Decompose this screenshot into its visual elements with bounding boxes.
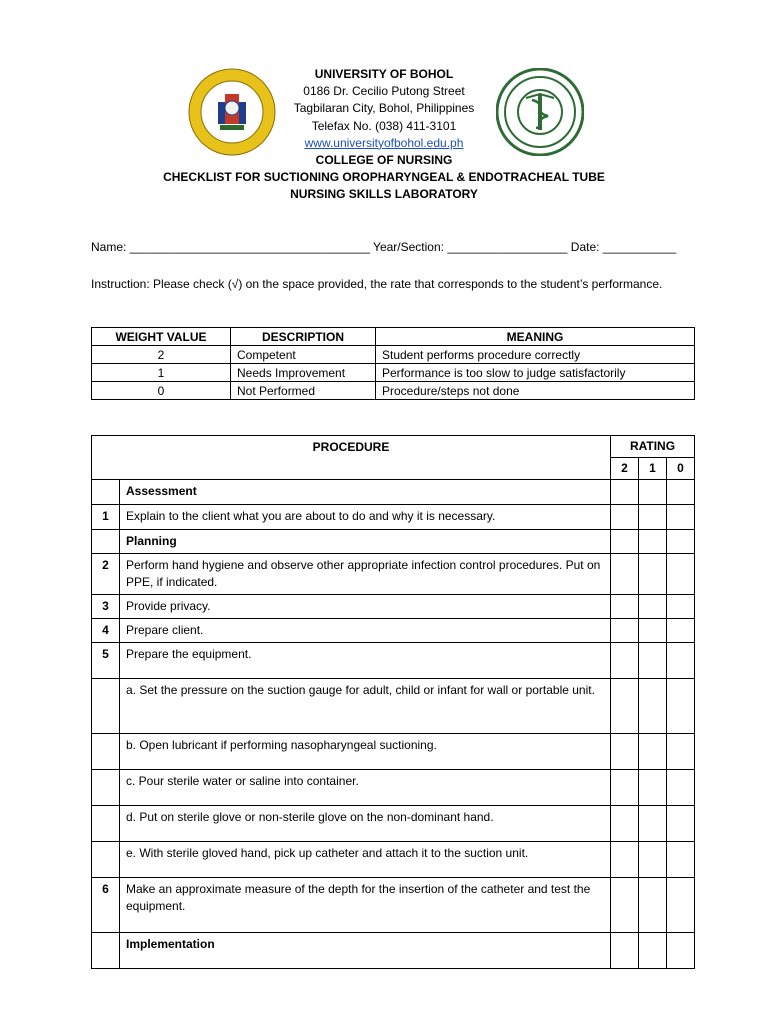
- table-row: [92, 554, 695, 595]
- step-number: 4: [92, 619, 120, 643]
- step-text: Provide privacy.: [120, 595, 611, 619]
- step-number: 5: [92, 643, 120, 679]
- rating-0: 0: [667, 458, 695, 480]
- step-text: Prepare client.: [120, 619, 611, 643]
- table-row: [92, 842, 695, 878]
- step-text: c. Pour sterile water or saline into container.: [120, 770, 611, 806]
- rating-box-1[interactable]: [639, 595, 667, 619]
- checklist-title: CHECKLIST FOR SUCTIONING OROPHARYNGEAL & ENDOTRACHEAL TUBE: [163, 170, 605, 185]
- step-text: b. Open lubricant if performing nasopharyngeal suctioning.: [120, 734, 611, 770]
- section-planning: Planning: [120, 530, 611, 554]
- rating-box-0[interactable]: [667, 643, 695, 679]
- step-number: 2: [92, 554, 120, 595]
- rating-2: 2: [611, 458, 639, 480]
- rating-box-2[interactable]: [611, 554, 639, 595]
- rating-box-1[interactable]: [639, 734, 667, 770]
- rating-box-0[interactable]: [667, 842, 695, 878]
- weight-cell: 1: [92, 364, 231, 382]
- table-row: [92, 679, 695, 734]
- step-text: d. Put on sterile glove or non-sterile glove on the non-dominant hand.: [120, 806, 611, 842]
- rating-box-2[interactable]: [611, 619, 639, 643]
- weight-value-table: [91, 327, 695, 400]
- table-row: [92, 595, 695, 619]
- number-cell: [92, 770, 120, 806]
- address-line-1: 0186 Dr. Cecilio Putong Street: [303, 84, 465, 99]
- step-text: Perform hand hygiene and observe other appropriate infection control procedures. Put on PPE, if indicated.: [120, 554, 611, 595]
- table-row: [92, 734, 695, 770]
- rating-box-0[interactable]: [667, 554, 695, 595]
- rating-box-0[interactable]: [667, 530, 695, 554]
- rating-box-2[interactable]: [611, 734, 639, 770]
- table-row: [92, 346, 695, 364]
- meaning-cell: Student performs procedure correctly: [376, 346, 695, 364]
- section-implementation: Implementation: [120, 933, 611, 969]
- rating-box-1[interactable]: [639, 530, 667, 554]
- meaning-cell: Procedure/steps not done: [376, 382, 695, 400]
- rating-box-2[interactable]: [611, 770, 639, 806]
- rating-box-2[interactable]: [611, 878, 639, 933]
- weight-table-header: [92, 328, 695, 346]
- number-cell: [92, 530, 120, 554]
- rating-box-2[interactable]: [611, 842, 639, 878]
- table-row: [92, 505, 695, 530]
- rating-box-1[interactable]: [639, 679, 667, 734]
- section-row: [92, 530, 695, 554]
- rating-box-2[interactable]: [611, 530, 639, 554]
- number-cell: [92, 679, 120, 734]
- table-row: [92, 643, 695, 679]
- rating-box-2[interactable]: [611, 806, 639, 842]
- rating-box-0[interactable]: [667, 878, 695, 933]
- number-cell: [92, 734, 120, 770]
- rating-box-0[interactable]: [667, 734, 695, 770]
- rating-box-1[interactable]: [639, 770, 667, 806]
- header-meaning: MEANING: [376, 328, 695, 346]
- document-header: [163, 66, 605, 204]
- table-row: [92, 619, 695, 643]
- section-row: [92, 933, 695, 969]
- college-name: COLLEGE OF NURSING: [315, 153, 453, 168]
- rating-box-1[interactable]: [639, 643, 667, 679]
- step-text: e. With sterile gloved hand, pick up catheter and attach it to the suction unit.: [120, 842, 611, 878]
- weight-cell: 0: [92, 382, 231, 400]
- rating-box-1[interactable]: [639, 554, 667, 595]
- student-info-line[interactable]: Name: ____________________________________ Year/Section: __________________ Date: ___________: [91, 240, 677, 254]
- rating-box-1[interactable]: [639, 933, 667, 969]
- procedure-header: PROCEDURE: [92, 436, 611, 480]
- header-weight-value: WEIGHT VALUE: [92, 328, 231, 346]
- table-row: [92, 382, 695, 400]
- section-assessment: Assessment: [120, 480, 611, 505]
- rating-box-1[interactable]: [639, 505, 667, 530]
- university-name: UNIVERSITY OF BOHOL: [314, 67, 454, 81]
- table-row: [92, 878, 695, 933]
- table-row: [92, 806, 695, 842]
- rating-box-1[interactable]: [639, 842, 667, 878]
- rating-box-1[interactable]: [639, 619, 667, 643]
- description-cell: Competent: [231, 346, 376, 364]
- description-cell: Needs Improvement: [231, 364, 376, 382]
- lab-name: NURSING SKILLS LABORATORY: [290, 187, 478, 202]
- rating-box-0[interactable]: [667, 933, 695, 969]
- step-text: Explain to the client what you are about to do and why it is necessary.: [120, 505, 611, 530]
- rating-box-1[interactable]: [639, 480, 667, 505]
- rating-box-2[interactable]: [611, 480, 639, 505]
- section-row: [92, 480, 695, 505]
- rating-box-0[interactable]: [667, 770, 695, 806]
- meaning-cell: Performance is too slow to judge satisfactorily: [376, 364, 695, 382]
- rating-box-0[interactable]: [667, 806, 695, 842]
- step-text: Make an approximate measure of the depth for the insertion of the catheter and test the equipment.: [120, 878, 611, 933]
- table-row: [92, 364, 695, 382]
- number-cell: [92, 842, 120, 878]
- rating-box-0[interactable]: [667, 480, 695, 505]
- rating-box-2[interactable]: [611, 643, 639, 679]
- rating-box-2[interactable]: [611, 595, 639, 619]
- address-line-2: Tagbilaran City, Bohol, Philippines: [293, 101, 475, 116]
- number-cell: [92, 933, 120, 969]
- rating-box-0[interactable]: [667, 595, 695, 619]
- telefax: Telefax No. (038) 411-3101: [311, 118, 457, 133]
- rating-box-2[interactable]: [611, 933, 639, 969]
- rating-box-0[interactable]: [667, 619, 695, 643]
- rating-box-1[interactable]: [639, 878, 667, 933]
- rating-box-0[interactable]: [667, 505, 695, 530]
- rating-box-2[interactable]: [611, 679, 639, 734]
- instruction-text: Instruction: Please check (√) on the space provided, the rate that corresponds to the student’s performance.: [91, 277, 663, 291]
- description-cell: Not Performed: [231, 382, 376, 400]
- rating-header: RATING: [611, 436, 695, 458]
- step-number: 6: [92, 878, 120, 933]
- procedure-header-row: [92, 436, 695, 458]
- step-number: 3: [92, 595, 120, 619]
- weight-cell: 2: [92, 346, 231, 364]
- rating-box-0[interactable]: [667, 679, 695, 734]
- rating-1: 1: [639, 458, 667, 480]
- number-cell: [92, 480, 120, 505]
- number-cell: [92, 806, 120, 842]
- website-link[interactable]: www.universityofbohol.edu.ph: [304, 135, 464, 150]
- procedure-table: [91, 435, 695, 969]
- rating-box-1[interactable]: [639, 806, 667, 842]
- step-text: a. Set the pressure on the suction gauge for adult, child or infant for wall or portable unit.: [120, 679, 611, 734]
- table-row: [92, 770, 695, 806]
- header-description: DESCRIPTION: [231, 328, 376, 346]
- rating-box-2[interactable]: [611, 505, 639, 530]
- step-number: 1: [92, 505, 120, 530]
- step-text: Prepare the equipment.: [120, 643, 611, 679]
